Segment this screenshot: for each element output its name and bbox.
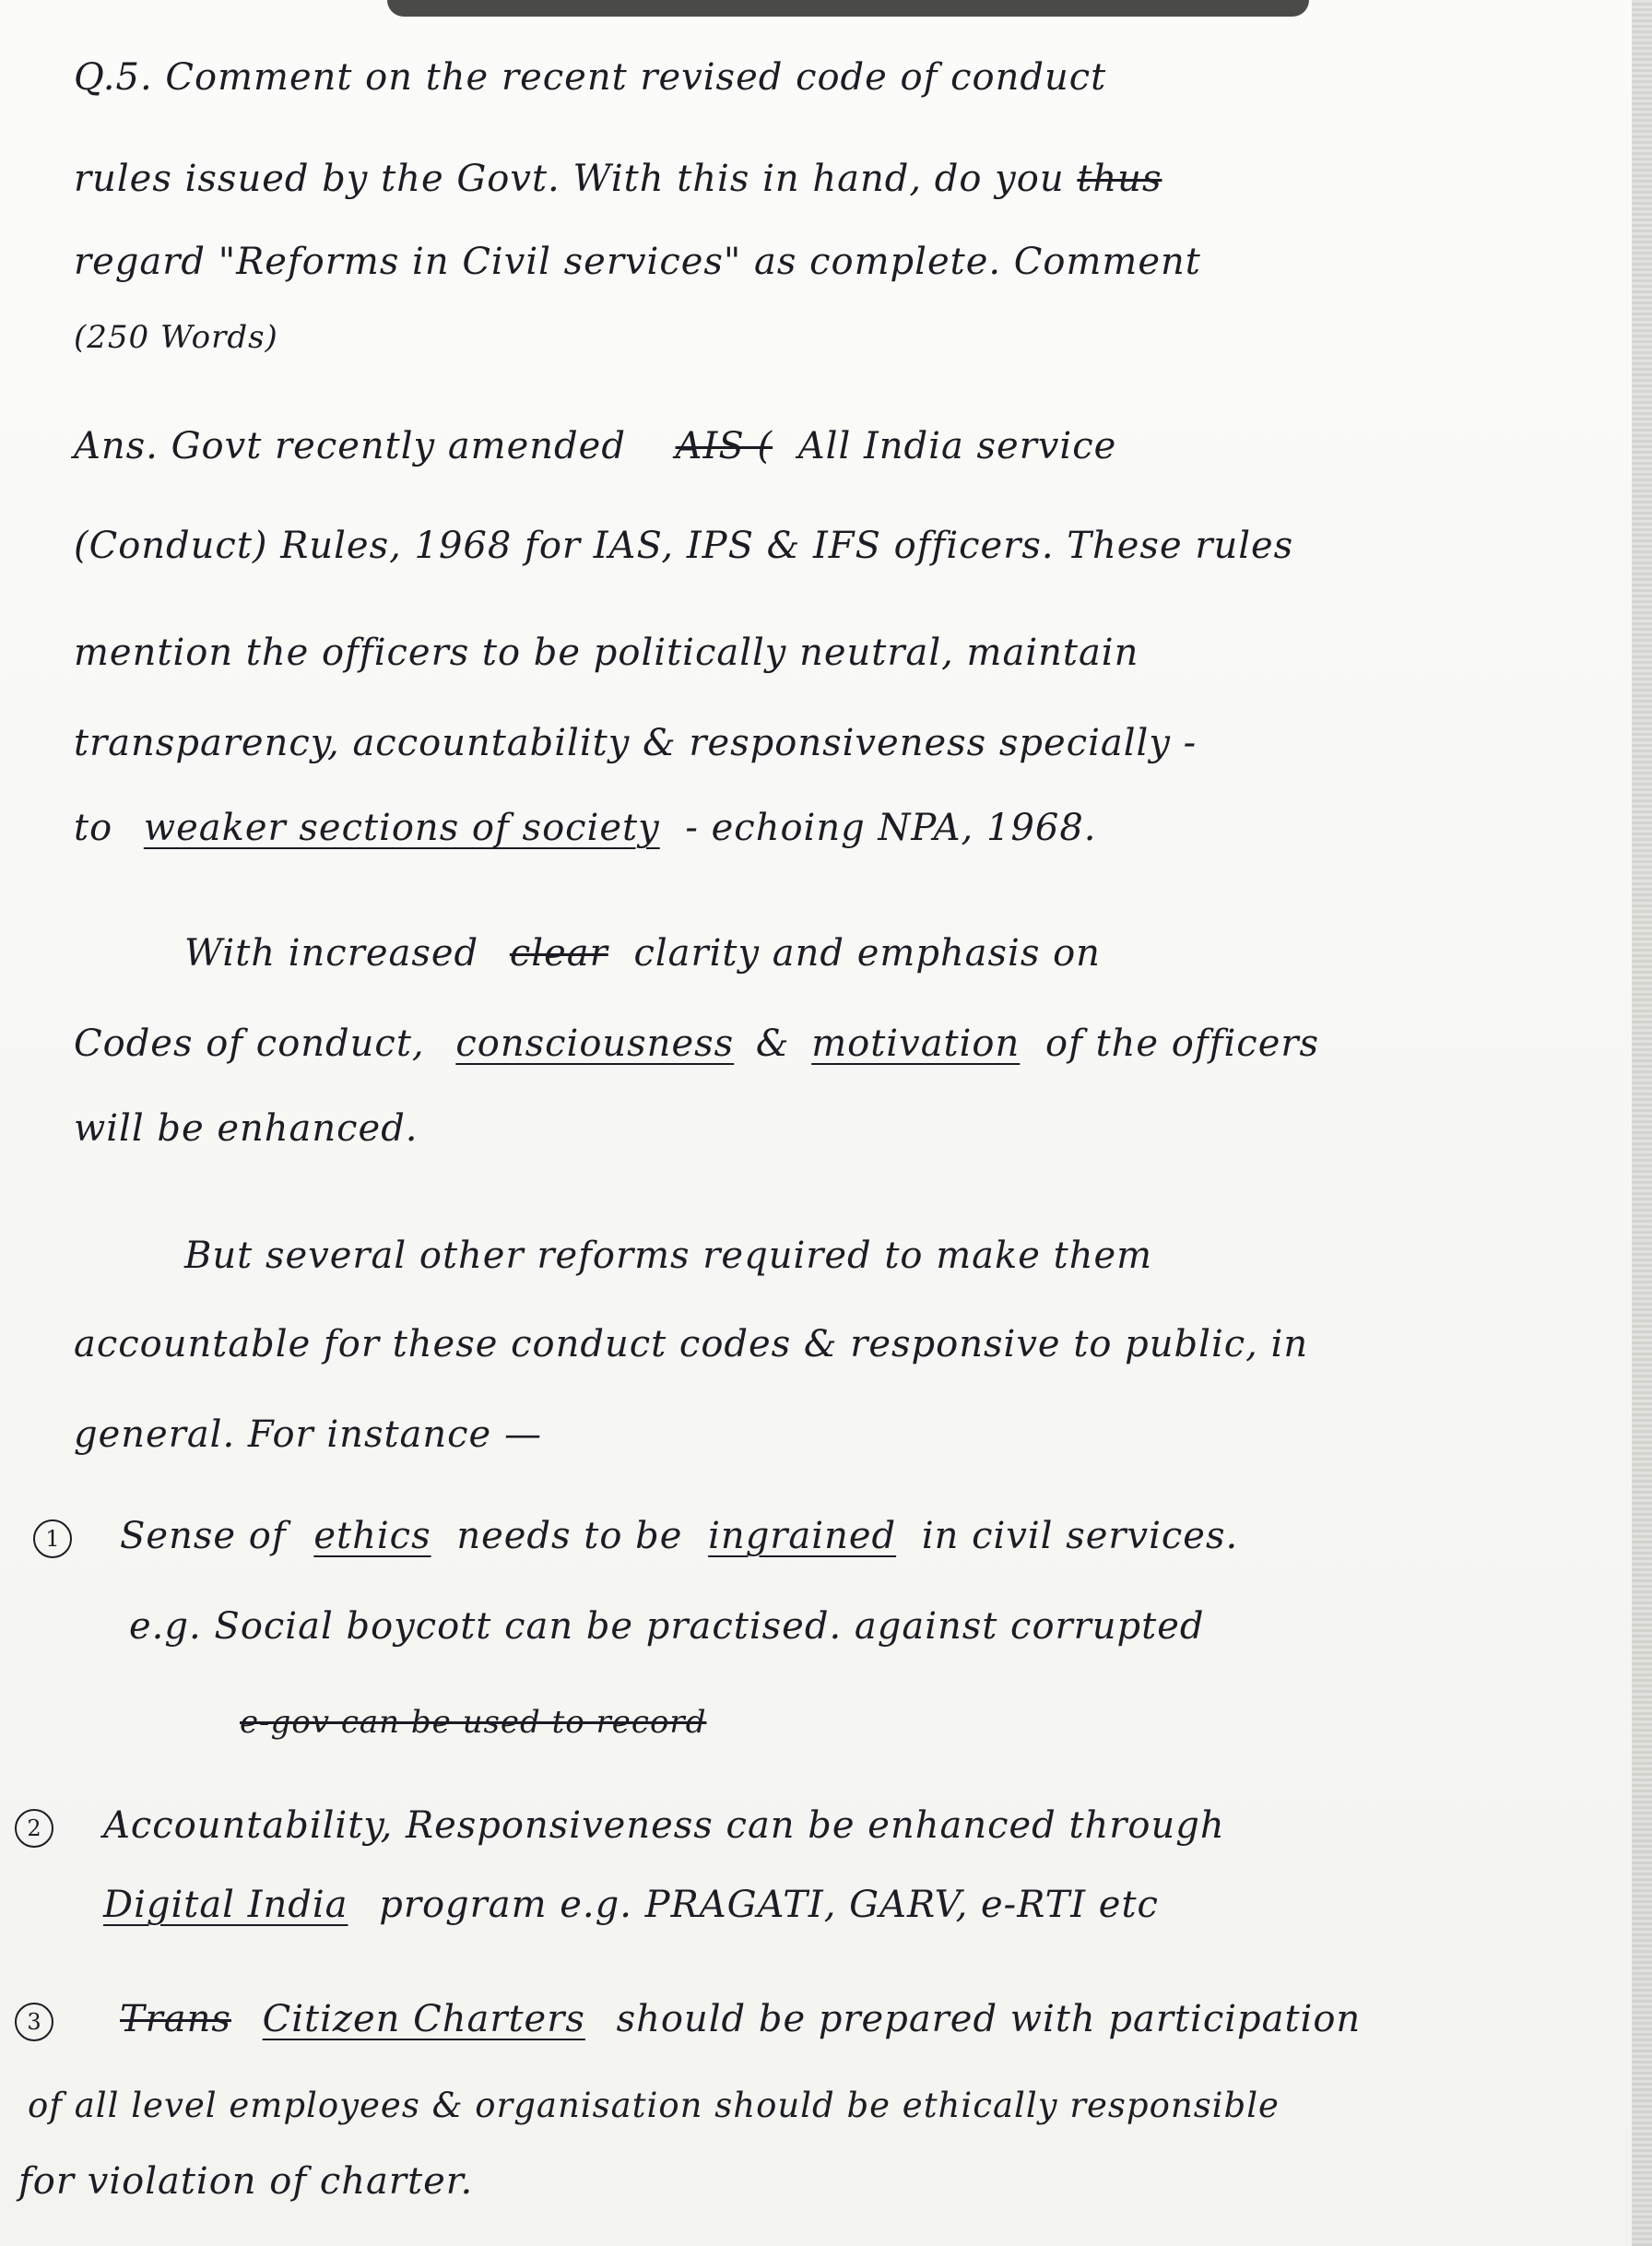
underlined-phrase: ingrained <box>708 1515 897 1557</box>
point-number-2: 2 <box>15 1809 53 1848</box>
answer-p2-line-1: With increased clear clarity and emphasis on <box>184 932 1101 975</box>
point-1-line-2: e.g. Social boycott can be practised. against corrupted <box>129 1605 1205 1648</box>
question-word-limit: (250 Words) <box>74 319 278 356</box>
answer-p3-line-1: But several other reforms required to make them <box>184 1235 1153 1277</box>
answer-p1-line-4: transparency, accountability & responsiveness specially - <box>74 722 1198 764</box>
point-number-3: 3 <box>15 2003 53 2041</box>
question-line-2: rules issued by the Govt. With this in hand, do you thus <box>74 158 1162 200</box>
struck-word: clear <box>509 932 608 975</box>
underlined-phrase: Digital India <box>103 1884 348 1926</box>
struck-word: AIS ( <box>675 425 773 467</box>
answer-p3-line-3: general. For instance — <box>74 1413 542 1456</box>
underlined-phrase: weaker sections of society <box>143 807 660 849</box>
point-2-line-1: Accountability, Responsiveness can be enhanced through <box>103 1804 1225 1847</box>
point-1-line-1: Sense of ethics needs to be ingrained in civil services. <box>120 1515 1239 1557</box>
answer-p1-line-3: mention the officers to be politically neutral, maintain <box>74 632 1139 674</box>
answer-p2-line-3: will be enhanced. <box>74 1107 419 1150</box>
point-3-line-1: Trans Citizen Charters should be prepared with participation <box>120 1998 1362 2040</box>
page-edge <box>1632 0 1652 2246</box>
underlined-phrase: motivation <box>811 1023 1021 1065</box>
point-3-line-2: of all level employees & organisation should be ethically responsible <box>28 2086 1280 2125</box>
point-1-struck-line: e-gov can be used to record <box>240 1704 707 1741</box>
struck-word: thus <box>1077 158 1162 200</box>
underlined-phrase: Citizen Charters <box>262 1998 585 2040</box>
point-2-line-2: Digital India program e.g. PRAGATI, GARV, e-RTI etc <box>103 1884 1159 1926</box>
binding-shadow <box>387 0 1309 17</box>
question-line-3: regard "Reforms in Civil services" as complete. Comment <box>74 241 1201 283</box>
point-3-line-3: for violation of charter. <box>18 2160 474 2203</box>
underlined-phrase: ethics <box>313 1515 431 1557</box>
answer-p2-line-2: Codes of conduct, consciousness & motivation of the officers <box>74 1023 1320 1065</box>
answer-p3-line-2: accountable for these conduct codes & responsive to public, in <box>74 1323 1309 1365</box>
struck-word: Trans <box>120 1998 231 2040</box>
answer-p1-line-1: Ans. Govt recently amended AIS ( All India service <box>74 425 1117 467</box>
point-number-1: 1 <box>33 1519 72 1558</box>
underlined-phrase: consciousness <box>455 1023 735 1065</box>
question-line-1: Q.5. Comment on the recent revised code of conduct <box>74 56 1107 99</box>
answer-p1-line-2: (Conduct) Rules, 1968 for IAS, IPS & IFS officers. These rules <box>74 525 1294 567</box>
answer-p1-line-5: to weaker sections of society - echoing NPA, 1968. <box>74 807 1097 849</box>
